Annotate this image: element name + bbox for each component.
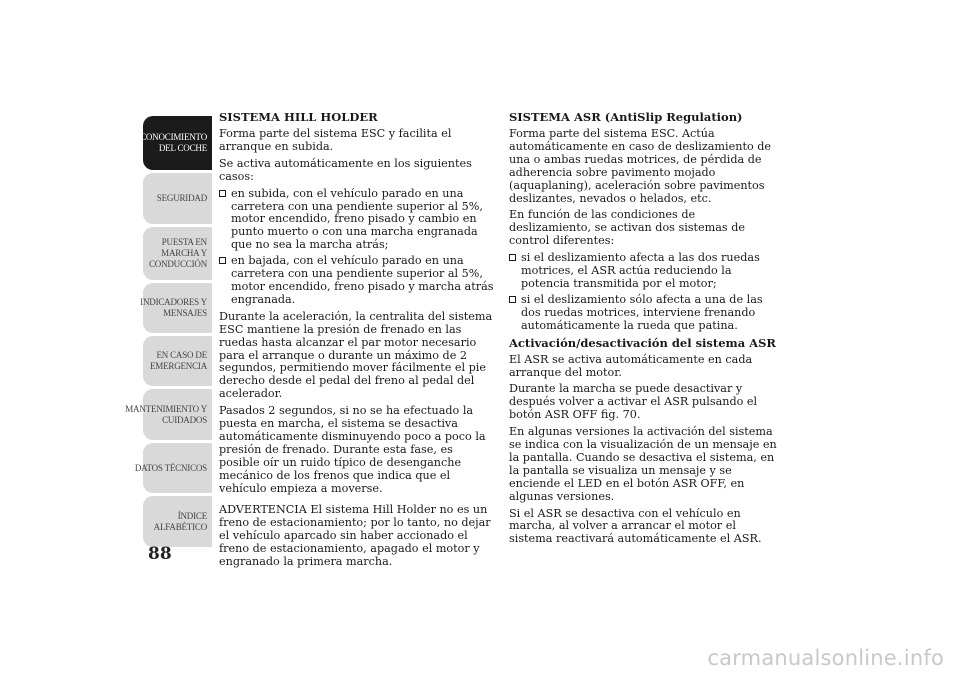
paragraph: Si el ASR se desactiva con el vehículo en marcha, al volver a arrancar el motor el sistema reactivará automáticamente el ASR. bbox=[509, 506, 762, 546]
subsection-heading: Activación/desactivación del sistema ASR bbox=[509, 335, 776, 350]
tab-indice-alfabetico[interactable] bbox=[143, 496, 212, 547]
tab-label: MENSAJES bbox=[163, 308, 207, 318]
tab-label: SEGURIDAD bbox=[156, 193, 207, 203]
checkbox-bullet-icon bbox=[219, 257, 226, 264]
list-item-text: si el deslizamiento afecta a las dos ruedas motrices, el ASR actúa reduciendo la potencia transmitida por el motor; bbox=[521, 251, 760, 290]
tab-label: MARCHA Y bbox=[161, 248, 207, 258]
list-item-text: en subida, con el vehículo parado en una carretera con una pendiente superior al 5%, motor encendido, freno pisado y cambio en punto muerto o con una marcha engranada que no sea la marcha atrás; bbox=[231, 186, 483, 252]
paragraph: Forma parte del sistema ESC. Actúa automáticamente en caso de deslizamiento de una o ambas ruedas motrices, de pérdida de adherencia sobre pavimento mojado (aquaplaning), aceleración sobre pavimentos deslizantes, nevados o helados, etc. bbox=[509, 127, 772, 205]
tab-label: MANTENIMIENTO Y bbox=[125, 403, 207, 414]
paragraph: Durante la marcha se puede desactivar y después volver a activar el ASR pulsando el botón ASR OFF fig. 70. bbox=[509, 382, 758, 422]
list-item bbox=[509, 252, 779, 291]
checkbox-bullet-icon bbox=[509, 296, 516, 303]
watermark: carmanualsonline.info bbox=[707, 646, 944, 670]
paragraph: En algunas versiones la activación del sistema se indica con la visualización de un mensaje en la pantalla. Cuando se desactiva el sistema, en la pantalla se visualiza un mensaje y se enciende el LED en el botón ASR OFF, en algunas versiones. bbox=[509, 425, 777, 503]
tab-conocimiento-del-coche[interactable] bbox=[140, 116, 212, 170]
page-number: 88 bbox=[148, 544, 172, 564]
paragraph: Forma parte del sistema ESC y facilita el arranque en subida. bbox=[219, 127, 452, 153]
tab-puesta-en-marcha[interactable] bbox=[143, 227, 212, 280]
left-column bbox=[219, 111, 495, 573]
list-item bbox=[219, 255, 495, 307]
list-item bbox=[509, 294, 779, 333]
tab-label: CUIDADOS bbox=[162, 414, 207, 425]
paragraph: En función de las condiciones de deslizamiento, se activan dos sistemas de control diferentes: bbox=[509, 208, 746, 248]
section-heading: SISTEMA ASR (AntiSlip Regulation) bbox=[509, 110, 743, 124]
section-heading: SISTEMA HILL HOLDER bbox=[219, 110, 378, 124]
tab-indicadores-y-mensajes[interactable] bbox=[140, 283, 212, 333]
tab-datos-tecnicos[interactable] bbox=[134, 443, 212, 493]
list-item-text: en bajada, con el vehículo parado en una carretera con una pendiente superior al 5%, motor encendido, freno pisado y marcha atrás engranada. bbox=[231, 254, 494, 306]
list-item-text: si el deslizamiento sólo afecta a una de las dos ruedas motrices, interviene frenando automáticamente la rueda que patina. bbox=[521, 292, 763, 332]
tab-label: CONDUCCIÓN bbox=[148, 259, 207, 269]
list-item bbox=[219, 188, 495, 253]
tab-mantenimiento-y-cuidados[interactable] bbox=[125, 389, 212, 440]
tab-label: DEL COCHE bbox=[158, 143, 207, 153]
paragraph: Durante la aceleración, la centralita del sistema ESC mantiene la presión de frenado en las ruedas hasta alcanzar el par motor necesario para el arranque o durante un máximo de 2 segundos, permitiendo mover fácilmente el pie derecho desde el pedal del freno al pedal del acelerador. bbox=[219, 309, 493, 401]
warning-paragraph: ADVERTENCIA El sistema Hill Holder no es un freno de estacionamiento; por lo tanto, no dejar el vehículo aparcado sin haber accionado el freno de estacionamiento, apagado el motor y engranado la primera marcha. bbox=[219, 503, 491, 569]
tab-label: ALFABÉTICO bbox=[153, 521, 207, 532]
paragraph: Pasados 2 segundos, si no se ha efectuado la puesta en marcha, el sistema se desactiva automáticamente disminuyendo poco a poco la presión de frenado. Durante esta fase, es posible oír un ruido típico de desenganche mecánico de los frenos que indica que el vehículo empieza a moverse. bbox=[219, 404, 486, 495]
right-column bbox=[509, 111, 779, 550]
tab-label: DATOS TÉCNICOS bbox=[134, 462, 207, 473]
tab-label: PUESTA EN bbox=[161, 237, 207, 247]
bullet-list bbox=[219, 188, 495, 307]
tab-en-caso-de-emergencia[interactable] bbox=[143, 336, 212, 386]
bullet-list bbox=[509, 252, 779, 332]
paragraph: Se activa automáticamente en los siguientes casos: bbox=[219, 156, 472, 183]
tab-label: EN CASO DE bbox=[156, 350, 207, 360]
tab-label: INDICADORES Y bbox=[140, 297, 207, 307]
paragraph: El ASR se activa automáticamente en cada arranque del motor. bbox=[509, 352, 753, 379]
tab-label: CONOCIMIENTO bbox=[140, 132, 207, 142]
tab-label: ÍNDICE bbox=[177, 510, 207, 521]
tab-label: EMERGENCIA bbox=[150, 361, 207, 371]
tab-seguridad[interactable] bbox=[143, 173, 212, 224]
checkbox-bullet-icon bbox=[509, 254, 516, 261]
checkbox-bullet-icon bbox=[219, 190, 226, 197]
